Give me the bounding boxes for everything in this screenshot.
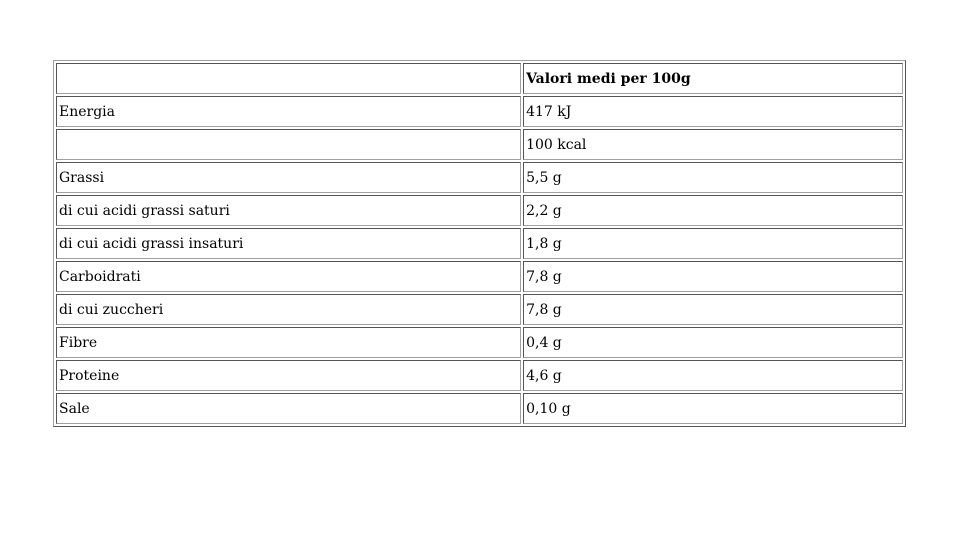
nutrient-label: di cui acidi grassi insaturi <box>56 228 521 259</box>
nutrient-value: 0,4 g <box>523 327 903 358</box>
nutrient-value: 417 kJ <box>523 96 903 127</box>
nutrient-label: Carboidrati <box>56 261 521 292</box>
nutrient-value: 0,10 g <box>523 393 903 424</box>
table-header-row <box>56 63 903 94</box>
table-row <box>56 261 903 292</box>
table-row <box>56 195 903 226</box>
nutrient-label: di cui acidi grassi saturi <box>56 195 521 226</box>
table-row <box>56 228 903 259</box>
nutrient-value: 7,8 g <box>523 294 903 325</box>
table-row <box>56 360 903 391</box>
nutrient-value: 4,6 g <box>523 360 903 391</box>
nutrient-label: Fibre <box>56 327 521 358</box>
nutrition-table <box>53 60 906 427</box>
header-value-cell: Valori medi per 100g <box>523 63 903 94</box>
nutrient-label: Energia <box>56 96 521 127</box>
nutrient-label: Proteine <box>56 360 521 391</box>
table-row <box>56 162 903 193</box>
nutrient-value: 1,8 g <box>523 228 903 259</box>
nutrient-label: Sale <box>56 393 521 424</box>
table-row <box>56 327 903 358</box>
nutrient-value: 2,2 g <box>523 195 903 226</box>
nutrient-value: 7,8 g <box>523 261 903 292</box>
table-row <box>56 96 903 127</box>
nutrient-label: di cui zuccheri <box>56 294 521 325</box>
nutrient-label: Grassi <box>56 162 521 193</box>
table-row <box>56 294 903 325</box>
header-label-cell <box>56 63 521 94</box>
table-row <box>56 393 903 424</box>
nutrient-value: 5,5 g <box>523 162 903 193</box>
nutrient-label <box>56 129 521 160</box>
nutrient-value: 100 kcal <box>523 129 903 160</box>
table-row <box>56 129 903 160</box>
